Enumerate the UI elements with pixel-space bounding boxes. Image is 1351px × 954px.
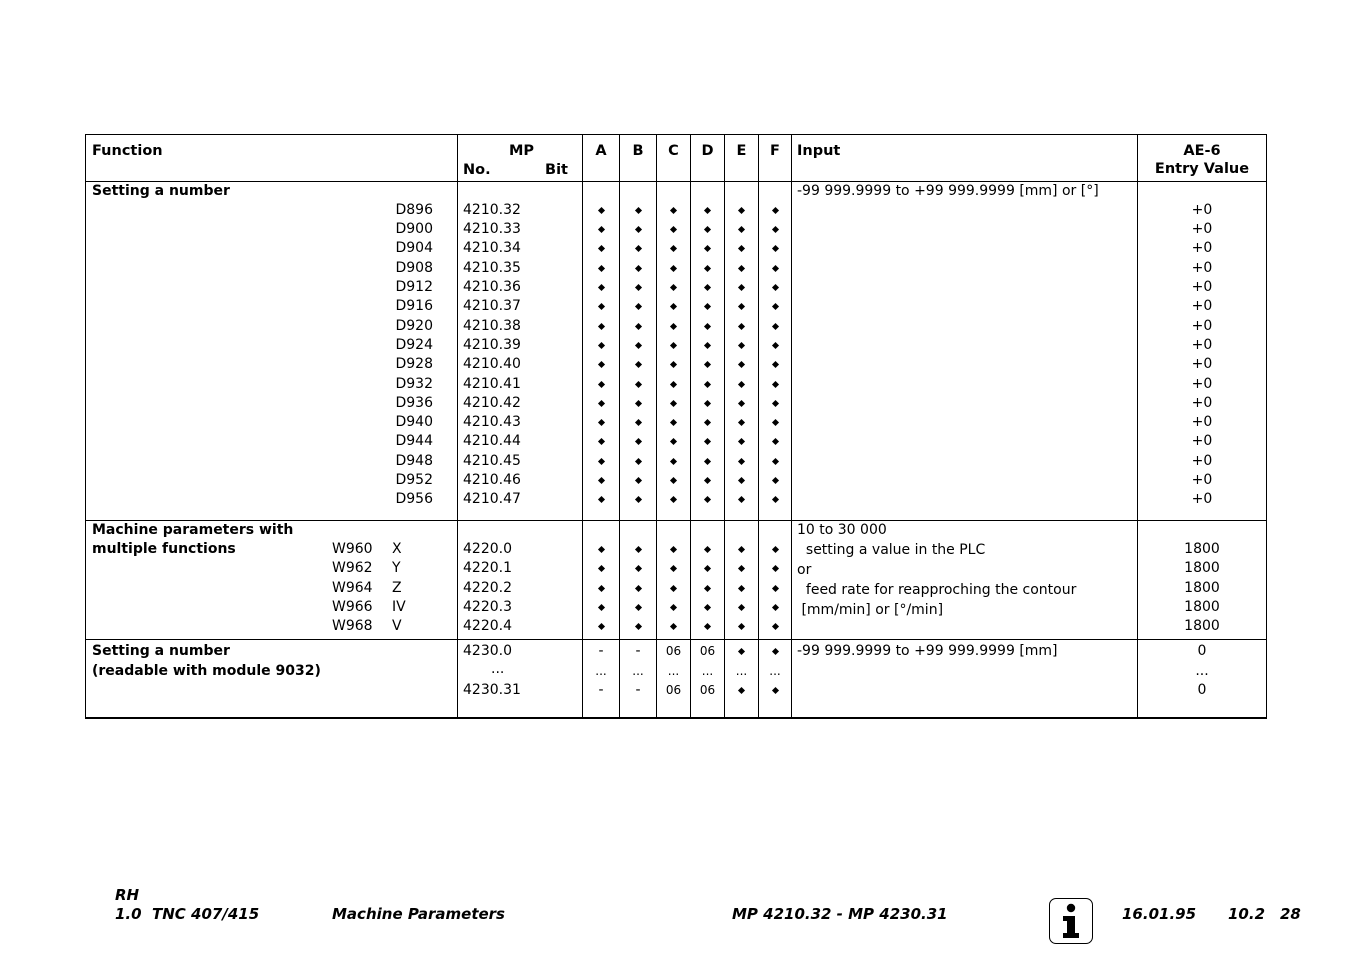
section-multiple-functions: [86, 520, 1267, 640]
diamond-marker: [771, 207, 778, 214]
diamond-marker: [634, 419, 641, 426]
diamond-marker: [771, 284, 778, 291]
d-code: D948: [395, 452, 433, 469]
d-code: D916: [395, 298, 433, 315]
diamond-marker: [634, 361, 641, 368]
diamond-marker: [670, 226, 677, 233]
d-code: D904: [395, 240, 433, 257]
input-text: [mm/min] or [°/min]: [797, 601, 944, 618]
diamond-marker: [670, 458, 677, 465]
diamond-marker: [670, 400, 677, 407]
diamond-marker: [597, 303, 604, 310]
diamond-marker: [597, 226, 604, 233]
entry-value: 1800: [1184, 618, 1220, 635]
diamond-marker: [704, 245, 711, 252]
d-code: D956: [395, 491, 433, 508]
w-code: W966: [332, 598, 373, 615]
entry-value-cell: [1138, 520, 1267, 640]
mp-number: 4210.33: [463, 221, 521, 238]
entry-value: +0: [1191, 279, 1213, 296]
flag-column-e: [725, 520, 759, 640]
flag-value: 06: [665, 644, 682, 659]
diamond-marker: [704, 584, 711, 591]
flag-column-b: [620, 640, 657, 718]
diamond-marker: [704, 342, 711, 349]
diamond-marker: [738, 496, 745, 503]
d-code: D936: [395, 394, 433, 411]
flag-value: ...: [632, 663, 644, 678]
diamond-marker: [738, 265, 745, 272]
diamond-marker: [634, 323, 641, 330]
footer-rh: RH: [115, 886, 140, 904]
entry-value: +0: [1191, 240, 1213, 257]
function-cell: [86, 640, 458, 718]
diamond-marker: [670, 565, 677, 572]
flag-column-c: [657, 181, 691, 520]
entry-value: +0: [1191, 259, 1213, 276]
mp-number: 4210.35: [463, 259, 521, 276]
diamond-marker: [704, 323, 711, 330]
entry-value: ...: [1195, 662, 1209, 679]
axis-label: Y: [392, 560, 401, 577]
d-code: D940: [395, 414, 433, 431]
entry-value: 1800: [1184, 598, 1220, 615]
flag-column-b: [620, 181, 657, 520]
function-title: Setting a number: [92, 643, 230, 660]
mp-number: 4210.40: [463, 356, 521, 373]
diamond-marker: [738, 546, 745, 553]
diamond-marker: [597, 546, 604, 553]
flag-value: 06: [699, 644, 716, 659]
diamond-marker: [771, 381, 778, 388]
header-row: [86, 135, 1267, 182]
flag-value: ...: [667, 663, 680, 678]
diamond-marker: [771, 419, 778, 426]
diamond-marker: [704, 438, 711, 445]
mp-number: 4220.0: [463, 540, 512, 557]
diamond-marker: [704, 381, 711, 388]
diamond-marker: [597, 361, 604, 368]
header-flag-f: F: [759, 135, 792, 182]
diamond-marker: [670, 438, 677, 445]
diamond-marker: [597, 496, 604, 503]
diamond-marker: [634, 245, 641, 252]
w-code-line: [86, 617, 457, 636]
diamond-marker: [704, 400, 711, 407]
d-code: D908: [395, 259, 433, 276]
entry-value: +0: [1191, 336, 1213, 353]
diamond-marker: [670, 361, 677, 368]
diamond-marker: [597, 284, 604, 291]
header-function: Function: [86, 135, 458, 182]
mp-number: 4210.43: [463, 414, 521, 431]
diamond-marker: [634, 623, 641, 630]
diamond-marker: [670, 419, 677, 426]
entry-value: 0: [1197, 682, 1207, 699]
input-cell: [792, 640, 1138, 718]
diamond-marker: [634, 303, 641, 310]
mp-number-cell: [458, 181, 583, 520]
d-code: D912: [395, 279, 433, 296]
axis-label: Z: [392, 579, 402, 596]
diamond-marker: [670, 207, 677, 214]
flag-column-d: [691, 181, 725, 520]
diamond-marker: [738, 648, 745, 655]
diamond-marker: [738, 245, 745, 252]
entry-value-cell: [1138, 640, 1267, 718]
diamond-marker: [771, 400, 778, 407]
diamond-marker: [771, 648, 778, 655]
input-range: -99 999.9999 to +99 999.9999 [mm] or [°]: [797, 182, 1099, 199]
diamond-marker: [771, 623, 778, 630]
diamond-marker: [738, 623, 745, 630]
entry-value: +0: [1191, 298, 1213, 315]
mp-number: 4210.37: [463, 298, 521, 315]
diamond-marker: [597, 323, 604, 330]
mp-number-cell: [458, 520, 583, 640]
diamond-marker: [738, 565, 745, 572]
diamond-marker: [597, 584, 604, 591]
diamond-marker: [634, 604, 641, 611]
mp-number-cell: [458, 640, 583, 718]
diamond-marker: [771, 565, 778, 572]
footer-page: 28: [1280, 905, 1301, 923]
flag-value: 06: [665, 683, 682, 698]
w-code: W962: [332, 560, 373, 577]
diamond-marker: [634, 477, 641, 484]
diamond-marker: [704, 207, 711, 214]
input-text: or: [797, 561, 812, 578]
diamond-marker: [704, 565, 711, 572]
entry-value: +0: [1191, 452, 1213, 469]
diamond-marker: [771, 245, 778, 252]
function-title: [86, 617, 332, 636]
input-cell: [792, 181, 1138, 520]
mp-number: 4220.4: [463, 618, 512, 635]
flag-column-f: [759, 181, 792, 520]
input-text: feed rate for reapproching the contour: [797, 581, 1077, 598]
diamond-marker: [738, 400, 745, 407]
flag-column-f: [759, 520, 792, 640]
flag-column-e: [725, 181, 759, 520]
diamond-marker: [704, 303, 711, 310]
flag-value: -: [635, 643, 641, 660]
diamond-marker: [738, 323, 745, 330]
entry-value: 1800: [1184, 579, 1220, 596]
entry-value: 1800: [1184, 560, 1220, 577]
header-flag-a: A: [583, 135, 620, 182]
mp-number: 4220.1: [463, 560, 512, 577]
diamond-marker: [597, 477, 604, 484]
header-input: Input: [792, 135, 1138, 182]
diamond-marker: [597, 400, 604, 407]
flag-column-c: [657, 520, 691, 640]
diamond-marker: [634, 400, 641, 407]
footer-version: 1.0 TNC 407/415: [115, 905, 260, 923]
input-text: setting a value in the PLC: [797, 541, 986, 558]
function-cell: [86, 181, 458, 520]
diamond-marker: [670, 584, 677, 591]
d-code: D900: [395, 221, 433, 238]
diamond-marker: [738, 207, 745, 214]
mp-number: 4210.45: [463, 452, 521, 469]
mp-number: 4210.44: [463, 433, 521, 450]
diamond-marker: [738, 381, 745, 388]
diamond-marker: [597, 342, 604, 349]
diamond-marker: [670, 477, 677, 484]
entry-value: +0: [1191, 317, 1213, 334]
mp-number: 4210.36: [463, 279, 521, 296]
diamond-marker: [738, 438, 745, 445]
d-code: D924: [395, 336, 433, 353]
flag-column-e: [725, 640, 759, 718]
diamond-marker: [771, 361, 778, 368]
flag-value: -: [635, 682, 641, 699]
diamond-marker: [634, 458, 641, 465]
function-cell: [86, 520, 458, 640]
flag-column-a: [583, 640, 620, 718]
w-code: W960: [332, 540, 373, 557]
function-title: multiple functions: [92, 540, 236, 557]
diamond-marker: [771, 342, 778, 349]
flag-value: ...: [735, 663, 748, 678]
input-cell: [792, 520, 1138, 640]
diamond-marker: [634, 584, 641, 591]
diamond-marker: [738, 477, 745, 484]
diamond-marker: [634, 438, 641, 445]
diamond-marker: [634, 546, 641, 553]
mp-number: 4210.32: [463, 201, 521, 218]
function-subtitle: (readable with module 9032): [92, 662, 321, 679]
w-code: W968: [332, 618, 373, 635]
diamond-marker: [771, 265, 778, 272]
entry-value: +0: [1191, 414, 1213, 431]
diamond-marker: [771, 477, 778, 484]
info-icon: [1049, 898, 1093, 944]
entry-value: 0: [1197, 643, 1207, 660]
diamond-marker: [771, 303, 778, 310]
diamond-marker: [597, 245, 604, 252]
diamond-marker: [597, 458, 604, 465]
diamond-marker: [738, 284, 745, 291]
diamond-marker: [704, 226, 711, 233]
flag-column-a: [583, 520, 620, 640]
mp-number: 4220.2: [463, 579, 512, 596]
diamond-marker: [738, 226, 745, 233]
flag-value: ...: [701, 663, 714, 678]
mp-number: ...: [491, 660, 505, 677]
diamond-marker: [597, 623, 604, 630]
entry-value-cell: [1138, 181, 1267, 520]
d-code: D952: [395, 472, 433, 489]
entry-value: +0: [1191, 491, 1213, 508]
diamond-marker: [670, 604, 677, 611]
flag-value: -: [598, 643, 604, 660]
diamond-marker: [670, 303, 677, 310]
function-title: [86, 579, 332, 598]
diamond-marker: [597, 265, 604, 272]
input-text: 10 to 30 000: [797, 521, 887, 538]
entry-value: +0: [1191, 472, 1213, 489]
diamond-marker: [597, 438, 604, 445]
diamond-marker: [738, 361, 745, 368]
flag-value: ...: [595, 663, 607, 678]
diamond-marker: [670, 623, 677, 630]
flag-column-b: [620, 520, 657, 640]
diamond-marker: [634, 284, 641, 291]
flag-column-d: [691, 640, 725, 718]
d-code: D944: [395, 433, 433, 450]
diamond-marker: [771, 687, 778, 694]
diamond-marker: [670, 381, 677, 388]
entry-value: +0: [1191, 433, 1213, 450]
diamond-marker: [634, 342, 641, 349]
header-entry-value: AE-6 Entry Value: [1138, 135, 1267, 182]
diamond-marker: [597, 381, 604, 388]
diamond-marker: [704, 361, 711, 368]
diamond-marker: [771, 438, 778, 445]
d-code: D928: [395, 356, 433, 373]
header-flag-d: D: [691, 135, 725, 182]
w-code: W964: [332, 579, 373, 596]
function-title: Machine parameters with: [92, 521, 294, 538]
diamond-marker: [704, 419, 711, 426]
entry-value: +0: [1191, 375, 1213, 392]
flag-value: -: [598, 682, 604, 699]
entry-value: 1800: [1184, 540, 1220, 557]
diamond-marker: [704, 604, 711, 611]
flag-column-f: [759, 640, 792, 718]
diamond-marker: [738, 458, 745, 465]
diamond-marker: [738, 687, 745, 694]
entry-value: +0: [1191, 221, 1213, 238]
flag-value: 06: [699, 683, 716, 698]
flag-column-a: [583, 181, 620, 520]
diamond-marker: [704, 265, 711, 272]
diamond-marker: [771, 546, 778, 553]
header-bit: Bit: [545, 162, 568, 179]
diamond-marker: [634, 265, 641, 272]
diamond-marker: [597, 207, 604, 214]
function-title: [86, 559, 332, 578]
d-code: D920: [395, 317, 433, 334]
diamond-marker: [597, 565, 604, 572]
diamond-marker: [704, 477, 711, 484]
diamond-marker: [634, 226, 641, 233]
mp-number: 4210.39: [463, 336, 521, 353]
flag-column-d: [691, 520, 725, 640]
header-flag-c: C: [657, 135, 691, 182]
diamond-marker: [738, 604, 745, 611]
axis-label: V: [392, 618, 402, 635]
footer-date: 16.01.95: [1122, 905, 1197, 923]
w-code-line: [86, 559, 457, 578]
diamond-marker: [771, 226, 778, 233]
w-code-line: [86, 540, 457, 559]
diamond-marker: [597, 419, 604, 426]
diamond-marker: [771, 323, 778, 330]
flag-column-c: [657, 640, 691, 718]
entry-value: +0: [1191, 201, 1213, 218]
mp-number: 4230.31: [463, 682, 521, 699]
section-readable-number: [86, 640, 1267, 718]
diamond-marker: [738, 303, 745, 310]
mp-number: 4210.38: [463, 317, 521, 334]
diamond-marker: [704, 546, 711, 553]
diamond-marker: [771, 496, 778, 503]
diamond-marker: [704, 284, 711, 291]
axis-label: X: [392, 540, 402, 557]
entry-value: +0: [1191, 356, 1213, 373]
d-code: D896: [395, 201, 433, 218]
diamond-marker: [597, 604, 604, 611]
mp-number: 4210.34: [463, 240, 521, 257]
diamond-marker: [738, 419, 745, 426]
diamond-marker: [670, 245, 677, 252]
header-no: No.: [463, 162, 491, 179]
diamond-marker: [771, 604, 778, 611]
diamond-marker: [738, 584, 745, 591]
function-title: [86, 598, 332, 617]
axis-label: IV: [392, 598, 406, 615]
mp-number: 4210.47: [463, 491, 521, 508]
header-flag-b: B: [620, 135, 657, 182]
diamond-marker: [704, 623, 711, 630]
mp-number: 4210.42: [463, 394, 521, 411]
diamond-marker: [634, 496, 641, 503]
flag-value: ...: [769, 663, 781, 678]
section-setting-number: [86, 181, 1267, 520]
footer-mp-range: MP 4210.32 - MP 4230.31: [732, 905, 948, 923]
header-mp: MP No. Bit: [458, 135, 583, 182]
input-range: -99 999.9999 to +99 999.9999 [mm]: [797, 643, 1058, 660]
header-flag-e: E: [725, 135, 759, 182]
diamond-marker: [634, 565, 641, 572]
entry-value: +0: [1191, 394, 1213, 411]
diamond-marker: [771, 458, 778, 465]
diamond-marker: [670, 265, 677, 272]
mp-number: 4230.0: [463, 643, 512, 660]
diamond-marker: [670, 546, 677, 553]
mp-number: 4210.46: [463, 472, 521, 489]
footer-chapter: 10.2: [1228, 905, 1266, 923]
diamond-marker: [670, 342, 677, 349]
d-code: D932: [395, 375, 433, 392]
w-code-line: [86, 579, 457, 598]
diamond-marker: [771, 584, 778, 591]
w-code-line: [86, 598, 457, 617]
diamond-marker: [738, 342, 745, 349]
function-title: Setting a number: [92, 182, 230, 199]
diamond-marker: [670, 496, 677, 503]
diamond-marker: [704, 496, 711, 503]
footer-section-name: Machine Parameters: [332, 905, 505, 923]
diamond-marker: [634, 381, 641, 388]
diamond-marker: [670, 323, 677, 330]
mp-number: 4210.41: [463, 375, 521, 392]
mp-number: 4220.3: [463, 598, 512, 615]
diamond-marker: [704, 458, 711, 465]
machine-parameter-table: [85, 134, 1267, 719]
diamond-marker: [634, 207, 641, 214]
diamond-marker: [670, 284, 677, 291]
